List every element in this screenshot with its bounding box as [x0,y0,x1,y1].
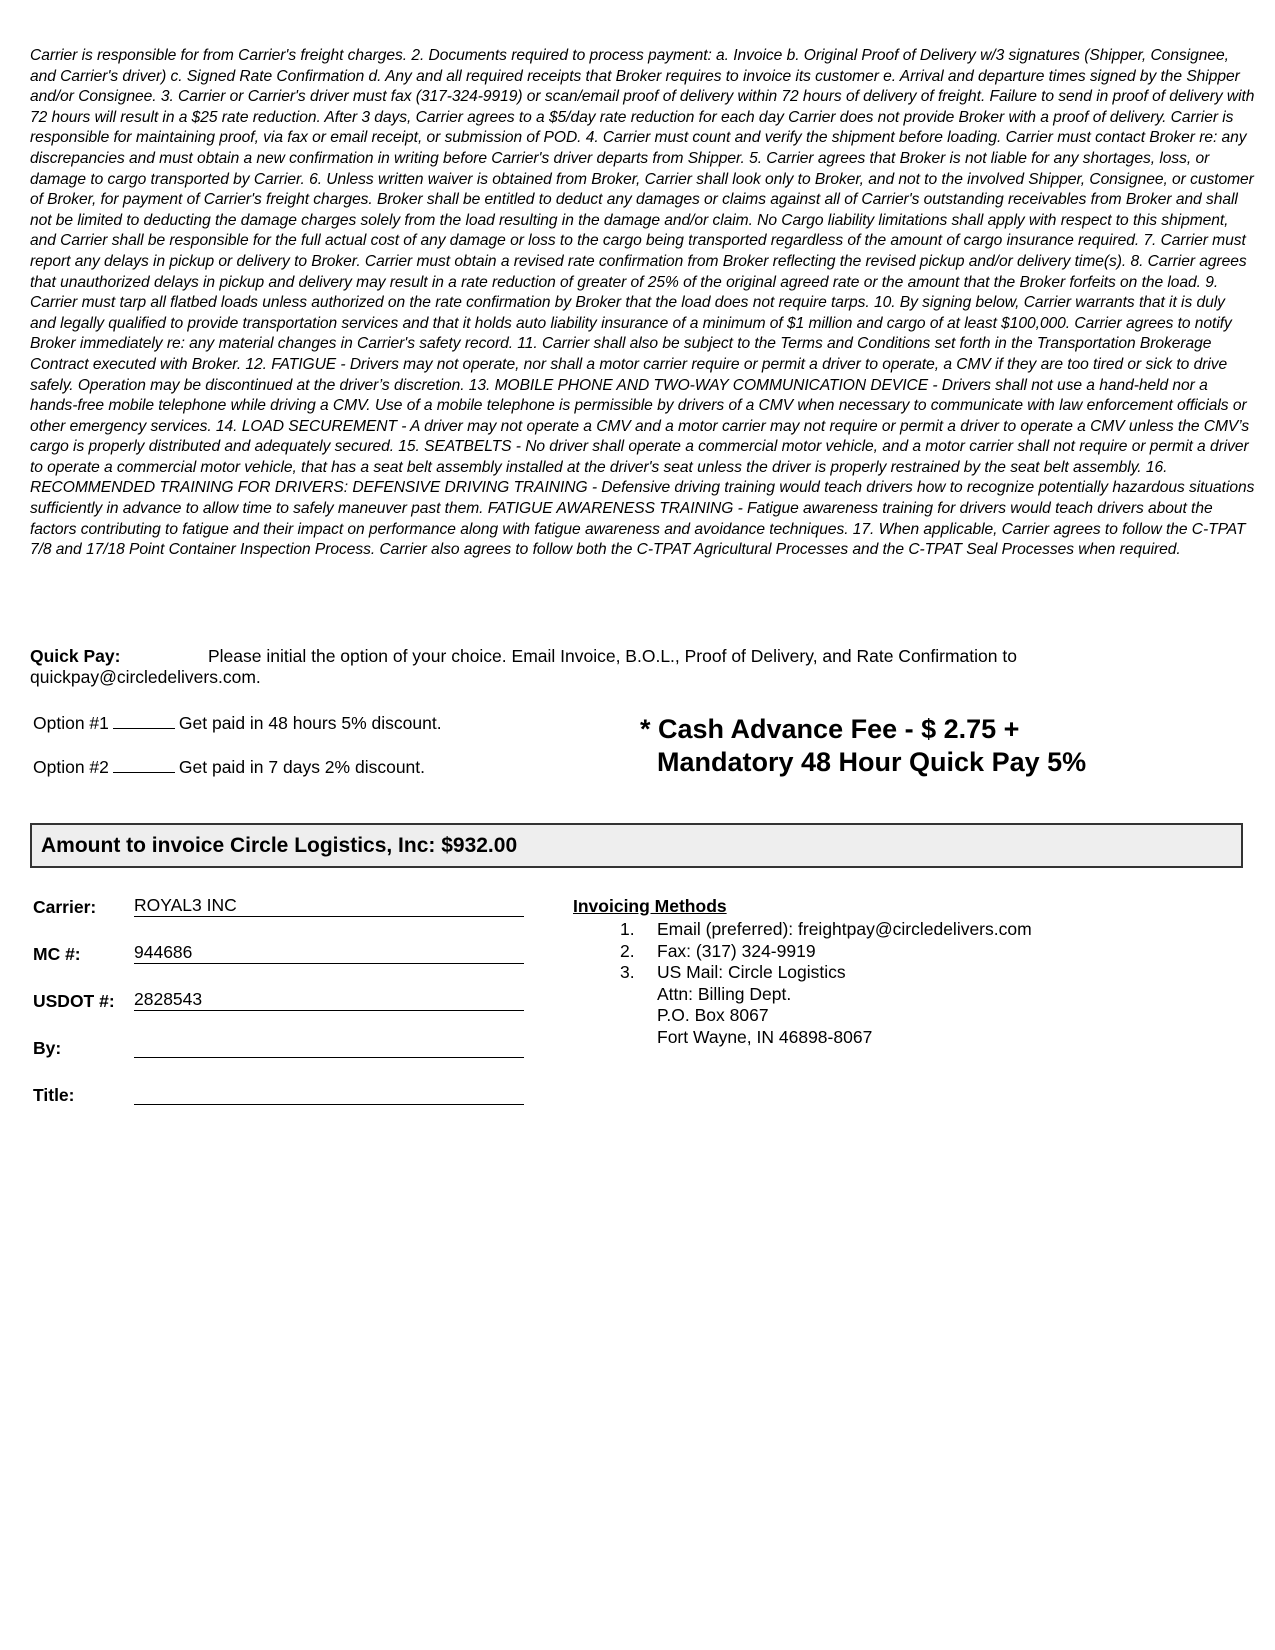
carrier-field[interactable]: ROYAL3 INC [134,894,524,917]
by-label: By: [33,1038,62,1058]
list-item [620,962,1032,984]
quick-pay-label: Quick Pay: [30,646,121,666]
title-label: Title: [33,1085,75,1105]
invoicing-methods-title: Invoicing Methods [573,896,727,916]
invoicing-mail: US Mail: Circle Logistics [657,962,846,982]
option-1-text: Get paid in 48 hours 5% discount. [178,713,442,733]
cash-advance-line-2: Mandatory 48 Hour Quick Pay 5% [657,747,1087,777]
quick-pay-instructions: Please initial the option of your choice. Email Invoice, B.O.L., Proof of Delivery, and Rate Confirmation to quickpay@circledelivers.com. [30,646,1017,687]
option-2-text: Get paid in 7 days 2% discount. [178,757,426,777]
address-line-po-box: P.O. Box 8067 [657,1005,769,1025]
invoice-amount-box: Amount to invoice Circle Logistics, Inc: $932.00 [30,823,1243,868]
address-line-attn: Attn: Billing Dept. [657,983,792,1004]
option-1-label: Option #1 [33,713,109,733]
list-number: 3. [620,962,635,982]
list-number: 1. [620,919,635,939]
option-2-initial-field[interactable] [113,758,175,773]
address-line-city: Fort Wayne, IN 46898-8067 [657,1026,873,1047]
quick-pay-section [30,646,1210,688]
list-item [620,919,1032,941]
invoicing-email: Email (preferred): freightpay@circledelivers.com [657,919,1032,939]
mc-number-field[interactable]: 944686 [134,941,524,964]
option-1-initial-field[interactable] [113,714,175,729]
title-field[interactable] [134,1082,524,1105]
option-2-label: Option #2 [33,757,109,777]
usdot-label: USDOT #: [33,991,115,1011]
list-number: 2. [620,940,635,961]
cash-advance-notice [640,713,1086,779]
by-signature-field[interactable] [134,1035,524,1058]
mc-number-label: MC #: [33,944,81,964]
option-2-row [33,757,425,778]
list-item [620,941,1032,963]
option-1-row [33,713,442,734]
carrier-label: Carrier: [33,897,97,917]
cash-advance-line-1: * Cash Advance Fee - $ 2.75 + [640,714,1020,744]
invoicing-methods-list [620,919,1032,1048]
terms-and-conditions-text: Carrier is responsible for from Carrier's freight charges. 2. Documents required to process payment: a. Invoice b. Original Proof of Delivery w/3 signatures (Shipper, Consignee, and Carrier's driver) c. Signed Rate Confirmation d. Any and all required receipts that Broker requires to invoice its customer e. Arrival and departure times signed by the Shipper and/or Consignee. 3. Carrier or Carrier's driver must fax (317-324-9919) or scan/email proof of delivery within 72 hours of delivery of freight. Failure to send in proof of delivery with 72 hours will result in a $25 rate reduction. After 3 days, Carrier agrees to a $5/day rate reduction for each day Carrier does not provide Broker with a proof of delivery. Carrier is responsible for maintaining proof, via fax or email receipt, or submission of POD. 4. Carrier must count and verify the shipment before loading. Carrier must contact Broker re: any discrepancies and must obtain a new confirmation in writing before Carrier's driver departs from Shipper. 5. Carrier agrees that Broker is not liable for any shortages, loss, or damage to cargo transported by Carrier. 6. Unless written waiver is obtained from Broker, Carrier shall look only to Broker, and not to the involved Shipper, Consignee, or customer of Broker, for payment of Carrier's freight charges. Broker shall be entitled to deduct any damages or claims against all of Carrier's outstanding receivables from Broker and shall not be limited to deducting the damage charges solely from the load resulting in the damage and/or claim. No Cargo liability limitations shall apply with respect to this shipment, and Carrier shall be responsible for the full actual cost of any damage or loss to the cargo being transported regardless of the amount of cargo insurance required. 7. Carrier must report any delays in pickup or delivery to Broker. Carrier must obtain a revised rate confirmation from Broker reflecting the revised pickup and/or delivery time(s). 8. Carrier agrees that unauthorized delays in pickup and delivery may result in a rate reduction of greater of 25% of the original agreed rate or the amount that the Broker forfeits on the load. 9. Carrier must tarp all flatbed loads unless authorized on the rate confirmation by Broker that the load does not require tarps. 10. By signing below, Carrier warrants that it is duly and legally qualified to provide transportation services and that it holds auto liability insurance of a minimum of $1 million and cargo of at least $100,000. Carrier agrees to notify Broker immediately re: any material changes in Carrier's safety record. 11. Carrier shall also be subject to the Terms and Conditions set forth in the Transportation Brokerage Contract executed with Broker. 12. FATIGUE - Drivers may not operate, nor shall a motor carrier require or permit a driver to operate, a CMV if they are too tired or sick to drive safely. Operation may be discontinued at the driver’s discretion. 13. MOBILE PHONE AND TWO-WAY COMMUNICATION DEVICE - Drivers shall not use a hand-held nor a hands-free mobile telephone while driving a CMV. Use of a mobile telephone is permissible by drivers of a CMV when necessary to communicate with law enforcement officials or other emergency services. 14. LOAD SECUREMENT - A driver may not operate a CMV and a motor carrier may not require or permit a driver to operate a CMV unless the CMV’s cargo is properly distributed and adequately secured. 15. SEATBELTS - No driver shall operate a commercial motor vehicle, and a motor carrier shall not require or permit a driver to operate a commercial motor vehicle, that has a seat belt assembly installed at the driver's seat unless the driver is properly restrained by the seat belt assembly. 16. RECOMMENDED TRAINING FOR DRIVERS: DEFENSIVE DRIVING TRAINING - Defensive driving training would teach drivers how to recognize potentially hazardous situations sufficiently in advance to allow time to safely maneuver past them. FATIGUE AWARENESS TRAINING - Fatigue awareness training for drivers would teach drivers about the factors contributing to fatigue and their impact on performance along with fatigue awareness and avoidance techniques. 17. When applicable, Carrier agrees to follow the C-TPAT 7/8 and 17/18 Point Container Inspection Process. Carrier also agrees to follow both the C-TPAT Agricultural Processes and the C-TPAT Seal Processes when required. [30,47,1255,559]
usdot-field[interactable]: 2828543 [134,988,524,1011]
invoicing-fax: Fax: (317) 324-9919 [657,940,816,961]
